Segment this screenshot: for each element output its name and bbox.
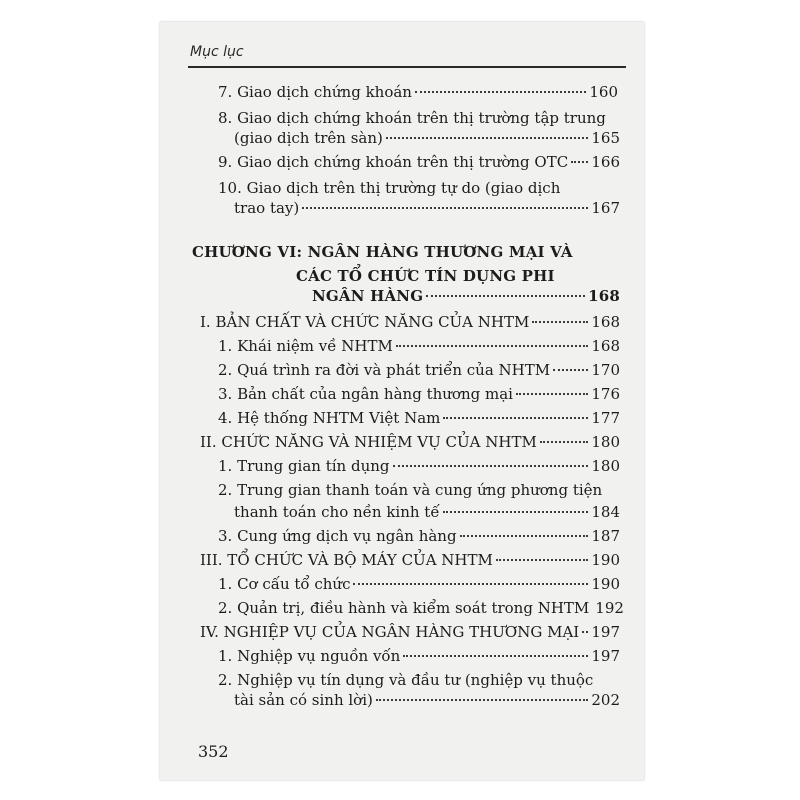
- dot-leader: [353, 583, 588, 585]
- page-number: 352: [198, 742, 229, 761]
- dot-leader: [460, 535, 589, 537]
- chapter-title-line-1: CHƯƠNG VI: NGÂN HÀNG THƯƠNG MẠI VÀ: [192, 243, 573, 261]
- dot-leader: [376, 699, 588, 701]
- toc-entry-text: 1. Cơ cấu tổ chức: [218, 575, 351, 593]
- toc-entry-page: 167: [591, 199, 620, 217]
- section-heading: [200, 620, 620, 644]
- section-heading: [200, 310, 620, 334]
- toc-entry-text: trao tay): [234, 199, 300, 217]
- toc-entry-text: 2. Nghiệp vụ tín dụng và đầu tư (nghiệp vụ thuộc: [218, 671, 594, 689]
- toc-entry: [218, 644, 620, 668]
- toc-entry: [218, 334, 620, 358]
- toc-entry-text: 7. Giao dịch chứng khoán: [218, 83, 412, 101]
- toc-entry: [218, 150, 620, 174]
- toc-entry: [218, 596, 624, 620]
- header-rule: [188, 66, 626, 68]
- toc-entry: [234, 688, 620, 712]
- toc-entry-page: 184: [591, 503, 620, 521]
- dot-leader: [582, 631, 588, 633]
- toc-entry-page: 168: [591, 337, 620, 355]
- toc-entry-text: 3. Cung ứng dịch vụ ngân hàng: [218, 527, 457, 545]
- toc-entry-page: 168: [588, 287, 620, 305]
- toc-entry-text: 2. Trung gian thanh toán và cung ứng phương tiện: [218, 481, 603, 499]
- chapter-title-line-2: CÁC TỔ CHỨC TÍN DỤNG PHI: [296, 267, 555, 285]
- toc-entry-text: III. TỔ CHỨC VÀ BỘ MÁY CỦA NHTM: [200, 551, 493, 569]
- toc-entry: [234, 500, 620, 524]
- toc-entry: [218, 572, 620, 596]
- toc-entry-page: 192: [595, 599, 624, 617]
- toc-entry-page: 197: [591, 623, 620, 641]
- toc-entry-page: 190: [591, 551, 620, 569]
- toc-entry-page: 170: [591, 361, 620, 379]
- toc-entry-text: 2. Quản trị, điều hành và kiểm soát trong NHTM: [218, 599, 590, 617]
- toc-entry-text: 1. Khái niệm về NHTM: [218, 337, 393, 355]
- toc-entry-text: 3. Bản chất của ngân hàng thương mại: [218, 385, 513, 403]
- toc-entry-page: 176: [591, 385, 620, 403]
- dot-leader: [553, 369, 588, 371]
- toc-entry: [234, 126, 620, 150]
- toc-entry: [218, 382, 620, 406]
- toc-entry-text: 4. Hệ thống NHTM Việt Nam: [218, 409, 441, 427]
- dot-leader: [443, 417, 588, 419]
- toc-entry-page: 190: [591, 575, 620, 593]
- dot-leader: [393, 465, 589, 467]
- toc-entry: [218, 80, 618, 104]
- toc-entry-page: 166: [591, 153, 620, 171]
- dot-leader: [415, 91, 586, 93]
- section-heading: [200, 430, 620, 454]
- toc-entry: [218, 524, 620, 548]
- toc-entry-text: thanh toán cho nền kinh tế: [234, 503, 440, 521]
- toc-entry-text: I. BẢN CHẤT VÀ CHỨC NĂNG CỦA NHTM: [200, 313, 530, 331]
- toc-entry: [218, 406, 620, 430]
- dot-leader: [443, 511, 589, 513]
- dot-leader: [426, 295, 585, 297]
- toc-entry-text: tài sản có sinh lời): [234, 691, 373, 709]
- toc-entry-text: 8. Giao dịch chứng khoán trên thị trường tập trung: [218, 109, 606, 127]
- toc-entry-text: 9. Giao dịch chứng khoán trên thị trường OTC: [218, 153, 569, 171]
- dot-leader: [302, 207, 588, 209]
- toc-entry-text: (giao dịch trên sàn): [234, 129, 383, 147]
- dot-leader: [571, 161, 588, 163]
- toc-entry-page: 165: [591, 129, 620, 147]
- toc-entry-text: 2. Quá trình ra đời và phát triển của NHTM: [218, 361, 551, 379]
- dot-leader: [532, 321, 588, 323]
- toc-entry-page: 180: [591, 457, 620, 475]
- chapter-title-line-3: [312, 284, 620, 308]
- section-heading: [200, 548, 620, 572]
- toc-entry-page: 168: [591, 313, 620, 331]
- toc-entry-text: 1. Trung gian tín dụng: [218, 457, 390, 475]
- toc-entry-page: 160: [589, 83, 618, 101]
- toc-entry-page: 197: [591, 647, 620, 665]
- toc-entry-page: 177: [591, 409, 620, 427]
- dot-leader: [396, 345, 589, 347]
- dot-leader: [403, 655, 588, 657]
- dot-leader: [516, 393, 588, 395]
- book-page: [160, 22, 644, 780]
- toc-entry: [234, 196, 620, 220]
- dot-leader: [540, 441, 589, 443]
- toc-entry-text: IV. NGHIỆP VỤ CỦA NGÂN HÀNG THƯƠNG MẠI: [200, 623, 580, 641]
- toc-entry-page: 187: [591, 527, 620, 545]
- toc-entry-page: 202: [591, 691, 620, 709]
- toc-entry-text: II. CHỨC NĂNG VÀ NHIỆM VỤ CỦA NHTM: [200, 433, 537, 451]
- toc-entry-page: 180: [591, 433, 620, 451]
- toc-entry-text: 10. Giao dịch trên thị trường tự do (giao dịch: [218, 179, 561, 197]
- running-header: Mục lục: [190, 44, 244, 60]
- toc-entry: [218, 358, 620, 382]
- toc-entry: [218, 454, 620, 478]
- dot-leader: [386, 137, 588, 139]
- dot-leader: [496, 559, 588, 561]
- toc-entry-text: NGÂN HÀNG: [312, 287, 424, 305]
- toc-entry-text: 1. Nghiệp vụ nguồn vốn: [218, 647, 401, 665]
